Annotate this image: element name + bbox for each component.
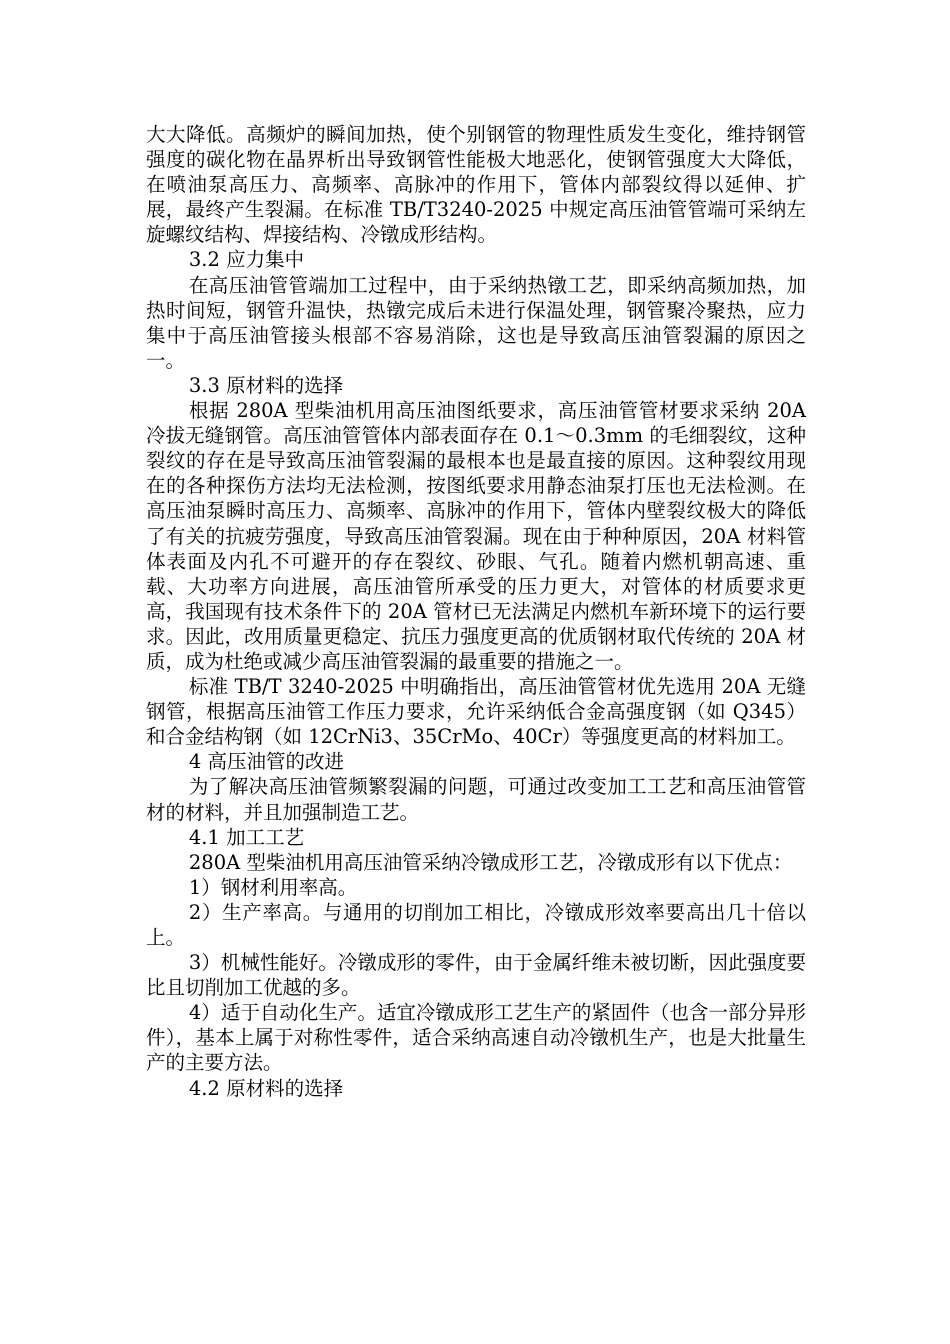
paragraph-stress-concentration: 在高压油管管端加工过程中，由于采纳热镦工艺，即采纳高频加热，加热时间短，钢管升温快，热镦完成后未进行保温处理，钢管聚冷聚热，应力集中于高压油管接头根部不容易消除，这也是导致高压油管裂漏的原因之一。: [146, 273, 806, 372]
list-item-2: 2）生产率高。与通用的切削加工相比，冷镦成形效率要高出几十倍以上。: [146, 900, 806, 949]
paragraph-standard: 标准 TB/T 3240-2025 中明确指出，高压油管管材优先选用 20A 无缝钢管，根据高压油管工作压力要求，允许采纳低合金高强度钢（如 Q345）和合金结构钢（如 12CrNi3、35CrMo、40Cr）等强度更高的材料加工。: [146, 675, 806, 749]
section-heading-4-1: 4.1 加工工艺: [188, 825, 305, 849]
paragraph-improvement: 为了解决高压油管频繁裂漏的问题，可通过改变加工工艺和高压油管管材的材料，并且加强制造工艺。: [146, 775, 806, 824]
paragraph-process: 280A 型柴油机用高压油管采纳冷镦成形工艺，冷镦成形有以下优点：: [188, 850, 793, 874]
list-item-4: 4）适于自动化生产。适宜冷镦成形工艺生产的紧固件（也含一部分异形件），基本上属于对称性零件，适合采纳高速自动冷镦机生产，也是大批量生产的主要方法。: [146, 1001, 806, 1075]
document-body: [146, 122, 806, 1101]
paragraph-raw-material: 根据 280A 型柴油机用高压油图纸要求，高压油管管材要求采纳 20A 冷拔无缝钢管。高压油管管体内部表面存在 0.1～0.3mm 的毛细裂纹，这种裂纹的存在是导致高压油管裂漏的最根本也是最直接的原因。这种裂纹用现在的各种探伤方法均无法检测，按图纸要求用静态油泵打压也无法检测。在高压油泵瞬时高压力、高频率、高脉冲的作用下，管体内壁裂纹极大的降低了有关的抗疲劳强度，导致高压油管裂漏。现在由于种种原因，20A 材料管体表面及内孔不可避开的存在裂纹、砂眼、气孔。随着内燃机朝高速、重载、大功率方向进展，高压油管所承受的压力更大，对管体的材质要求更高，我国现有技术条件下的 20A 管材已无法满足内燃机车新环境下的运行要求。因此，改用质量更稳定、抗压力强度更高的优质钢材取代传统的 20A 材质，成为杜绝或减少高压油管裂漏的最重要的措施之一。: [146, 399, 806, 673]
section-heading-4: 4 高压油管的改进: [188, 750, 344, 774]
paragraph-continuation: 大大降低。高频炉的瞬间加热，使个别钢管的物理性质发生变化，维持钢管强度的碳化物在晶界析出导致钢管性能极大地恶化，使钢管强度大大降低，在喷油泵高压力、高频率、高脉冲的作用下，管体内部裂纹得以延伸、扩展，最终产生裂漏。在标准 TB/T3240-2025 中规定高压油管管端可采纳左旋螺纹结构、焊接结构、冷镦成形结构。: [146, 123, 806, 247]
list-item-1: 1）钢材利用率高。: [188, 875, 358, 899]
list-item-3: 3）机械性能好。冷镦成形的零件，由于金属纤维未被切断，因此强度要比且切削加工优越的多。: [146, 951, 806, 1000]
section-heading-3-2: 3.2 应力集中: [188, 248, 305, 272]
section-heading-3-3: 3.3 原材料的选择: [188, 373, 344, 397]
section-heading-4-2: 4.2 原材料的选择: [188, 1076, 344, 1100]
